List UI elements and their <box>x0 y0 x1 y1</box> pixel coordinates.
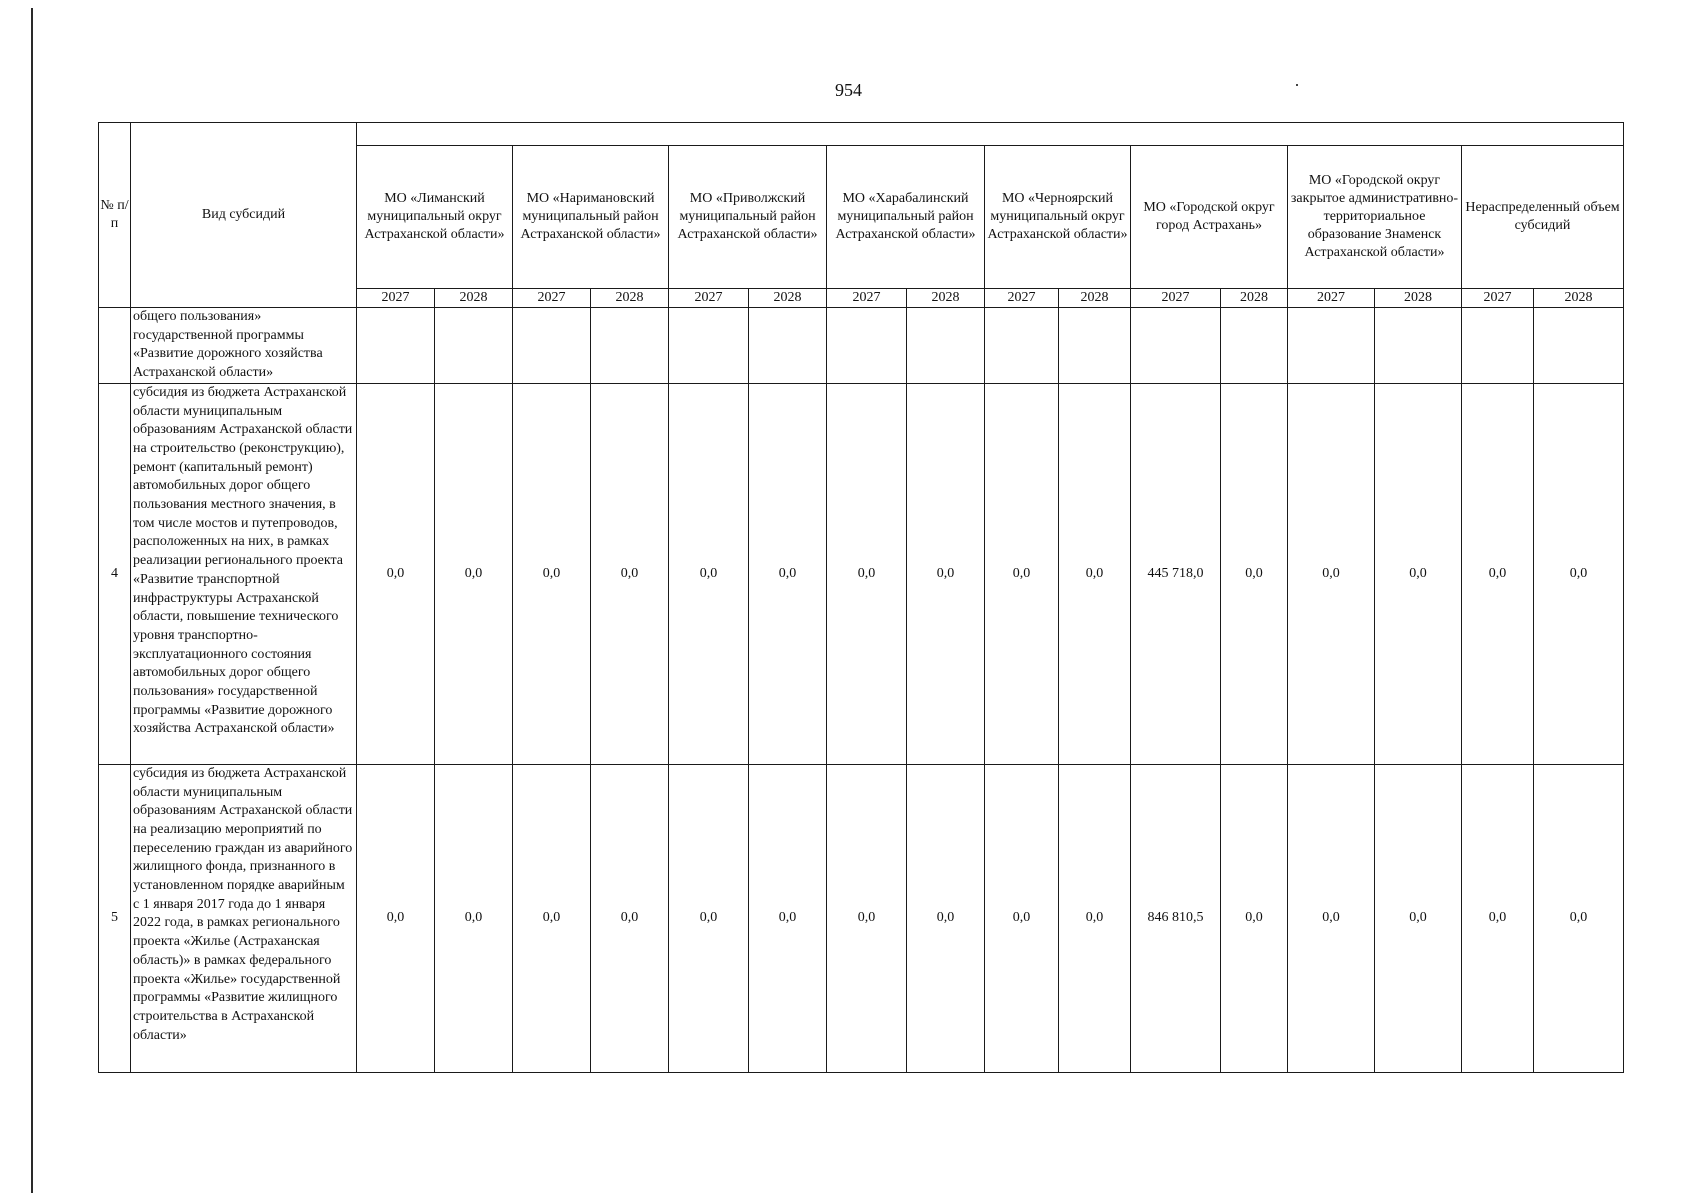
mo-header: МО «Приволжский муниципальный район Астраханской области» <box>669 146 827 289</box>
year-header: 2028 <box>1534 289 1624 308</box>
value-cell <box>827 308 907 384</box>
value-cell <box>1131 308 1221 384</box>
row-number <box>99 308 131 384</box>
value-cell: 0,0 <box>1534 764 1624 1072</box>
value-cell: 0,0 <box>513 383 591 764</box>
value-cell: 0,0 <box>1221 764 1288 1072</box>
year-header: 2027 <box>1131 289 1221 308</box>
year-header: 2028 <box>749 289 827 308</box>
subsidy-table <box>98 122 1624 1073</box>
value-cell: 0,0 <box>907 764 985 1072</box>
year-header: 2027 <box>827 289 907 308</box>
value-cell: 0,0 <box>985 383 1059 764</box>
value-cell: 0,0 <box>591 383 669 764</box>
year-header: 2028 <box>1059 289 1131 308</box>
value-cell: 0,0 <box>749 383 827 764</box>
value-cell <box>591 308 669 384</box>
year-header: 2028 <box>1375 289 1462 308</box>
value-cell <box>1059 308 1131 384</box>
year-header: 2027 <box>669 289 749 308</box>
value-cell: 0,0 <box>669 764 749 1072</box>
value-cell <box>1375 308 1462 384</box>
value-cell <box>1534 308 1624 384</box>
value-cell: 0,0 <box>357 764 435 1072</box>
mo-header: МО «Наримановский муниципальный район Астраханской области» <box>513 146 669 289</box>
value-cell: 0,0 <box>827 383 907 764</box>
table-row <box>99 308 1624 384</box>
year-header: 2028 <box>907 289 985 308</box>
year-header: 2027 <box>357 289 435 308</box>
year-header: 2028 <box>1221 289 1288 308</box>
mo-header: МО «Городской округ закрытое административно-территориальное образование Знаменск Астраханской области» <box>1288 146 1462 289</box>
value-cell: 0,0 <box>669 383 749 764</box>
value-cell: 0,0 <box>435 383 513 764</box>
value-cell: 0,0 <box>1288 764 1375 1072</box>
value-cell: 0,0 <box>1462 383 1534 764</box>
value-cell: 0,0 <box>1288 383 1375 764</box>
value-cell <box>513 308 591 384</box>
mo-header: МО «Харабалинский муниципальный район Астраханской области» <box>827 146 985 289</box>
year-header: 2027 <box>1288 289 1375 308</box>
value-cell <box>985 308 1059 384</box>
year-header: 2027 <box>1462 289 1534 308</box>
header-num <box>99 123 131 308</box>
scan-speck <box>1296 84 1298 86</box>
row-number: 4 <box>99 383 131 764</box>
row-number: 5 <box>99 764 131 1072</box>
year-header: 2027 <box>985 289 1059 308</box>
subsidy-description: общего пользования» государственной программы «Развитие дорожного хозяйства Астраханской области» <box>131 308 357 384</box>
value-cell <box>907 308 985 384</box>
value-cell: 0,0 <box>749 764 827 1072</box>
value-cell <box>435 308 513 384</box>
value-cell: 0,0 <box>1221 383 1288 764</box>
value-cell <box>1221 308 1288 384</box>
value-cell: 0,0 <box>1375 383 1462 764</box>
value-cell: 0,0 <box>907 383 985 764</box>
left-margin-line <box>31 8 33 1193</box>
value-cell: 0,0 <box>1462 764 1534 1072</box>
value-cell: 0,0 <box>1059 383 1131 764</box>
value-cell: 0,0 <box>1059 764 1131 1072</box>
mo-header: МО «Черноярский муниципальный округ Астраханской области» <box>985 146 1131 289</box>
page-number: 954 <box>835 80 862 100</box>
value-cell: 0,0 <box>827 764 907 1072</box>
value-cell: 0,0 <box>435 764 513 1072</box>
year-header: 2028 <box>591 289 669 308</box>
value-cell <box>1462 308 1534 384</box>
value-cell: 0,0 <box>357 383 435 764</box>
value-cell: 0,0 <box>985 764 1059 1072</box>
value-cell <box>1288 308 1375 384</box>
value-cell: 846 810,5 <box>1131 764 1221 1072</box>
year-header: 2028 <box>435 289 513 308</box>
subsidy-description: субсидия из бюджета Астраханской области муниципальным образованиям Астраханской области на строительство (реконструкцию), ремонт (капитальный ремонт) автомобильных дорог общего пользования местного значения, в том числе мостов и путепроводов, расположенных на них, в рамках реализации регионального проекта «Развитие транспортной инфраструктуры Астраханской области, повышение технического уровня транспортно-эксплуатационного состояния автомобильных дорог общего пользования» государственной программы «Развитие дорожного хозяйства Астраханской области» <box>131 383 357 764</box>
value-cell: 0,0 <box>591 764 669 1072</box>
value-cell <box>357 308 435 384</box>
year-header: 2027 <box>513 289 591 308</box>
value-cell <box>749 308 827 384</box>
header-group-strip <box>357 123 1624 146</box>
value-cell: 0,0 <box>513 764 591 1072</box>
type-label: Вид субсидий <box>201 206 286 222</box>
header-type <box>131 123 357 308</box>
value-cell: 445 718,0 <box>1131 383 1221 764</box>
table-row <box>99 383 1624 764</box>
mo-header: МО «Лиманский муниципальный округ Астраханской области» <box>357 146 513 289</box>
mo-header: МО «Городской округ город Астрахань» <box>1131 146 1288 289</box>
subsidy-description: субсидия из бюджета Астраханской области муниципальным образованиям Астраханской области на реализацию мероприятий по переселению граждан из аварийного жилищного фонда, признанного в установленном порядке аварийным с 1 января 2017 года до 1 января 2022 года, в рамках регионального проекта «Жилье (Астраханская область)» в рамках федерального проекта «Жилье» государственной программы «Развитие жилищного строительства в Астраханской области» <box>131 764 357 1072</box>
num-label: № п/п <box>100 197 129 231</box>
mo-header: Нераспределенный объем субсидий <box>1462 146 1624 289</box>
table-row <box>99 764 1624 1072</box>
value-cell: 0,0 <box>1375 764 1462 1072</box>
value-cell <box>669 308 749 384</box>
value-cell: 0,0 <box>1534 383 1624 764</box>
